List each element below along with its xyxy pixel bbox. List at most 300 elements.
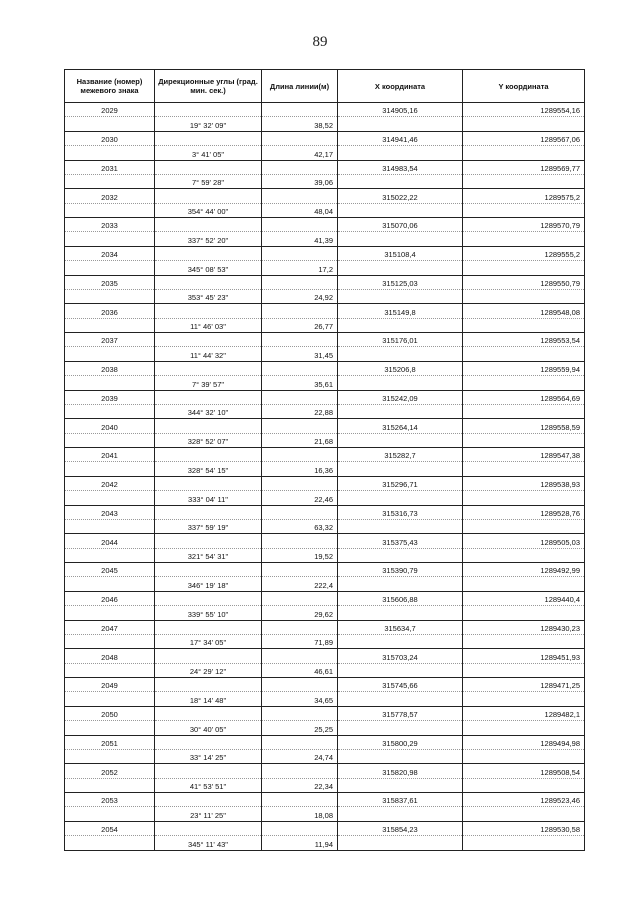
empty-cell	[65, 404, 155, 418]
direction-angle: 346° 19' 18"	[155, 577, 262, 591]
direction-angle: 354° 44' 00"	[155, 203, 262, 217]
empty-cell	[338, 433, 463, 447]
table-row	[65, 347, 585, 361]
x-coordinate: 315264,14	[338, 419, 463, 433]
empty-cell	[65, 548, 155, 562]
table-row	[65, 620, 585, 634]
x-coordinate: 315108,4	[338, 246, 463, 260]
empty-cell	[65, 203, 155, 217]
empty-cell	[262, 534, 338, 548]
empty-cell	[155, 793, 262, 807]
empty-cell	[155, 678, 262, 692]
line-length: 35,61	[262, 376, 338, 390]
point-name: 2036	[65, 304, 155, 318]
x-coordinate: 315296,71	[338, 476, 463, 490]
empty-cell	[463, 433, 585, 447]
empty-cell	[155, 361, 262, 375]
empty-cell	[65, 462, 155, 476]
y-coordinate: 1289451,93	[463, 649, 585, 663]
table-row	[65, 103, 585, 117]
direction-angle: 23° 11' 25"	[155, 807, 262, 821]
table-row	[65, 706, 585, 720]
empty-cell	[65, 117, 155, 131]
point-name: 2034	[65, 246, 155, 260]
empty-cell	[338, 347, 463, 361]
table-row	[65, 735, 585, 749]
direction-angle: 337° 52' 20"	[155, 232, 262, 246]
empty-cell	[338, 778, 463, 792]
point-name: 2029	[65, 103, 155, 117]
line-length: 63,32	[262, 519, 338, 533]
empty-cell	[155, 246, 262, 260]
coordinates-table	[64, 69, 585, 851]
line-length: 21,68	[262, 433, 338, 447]
direction-angle: 19° 32' 09"	[155, 117, 262, 131]
empty-cell	[463, 692, 585, 706]
empty-cell	[262, 333, 338, 347]
empty-cell	[463, 318, 585, 332]
x-coordinate: 315149,8	[338, 304, 463, 318]
point-name: 2032	[65, 189, 155, 203]
line-length: 25,25	[262, 721, 338, 735]
line-length: 222,4	[262, 577, 338, 591]
empty-cell	[463, 174, 585, 188]
empty-cell	[463, 462, 585, 476]
empty-cell	[65, 174, 155, 188]
line-length: 39,06	[262, 174, 338, 188]
point-name: 2050	[65, 706, 155, 720]
line-length: 42,17	[262, 146, 338, 160]
empty-cell	[338, 634, 463, 648]
direction-angle: 344° 32' 10"	[155, 404, 262, 418]
table-row	[65, 404, 585, 418]
line-length: 46,61	[262, 663, 338, 677]
empty-cell	[155, 304, 262, 318]
y-coordinate: 1289553,54	[463, 333, 585, 347]
point-name: 2031	[65, 160, 155, 174]
direction-angle: 24° 29' 12"	[155, 663, 262, 677]
point-name: 2035	[65, 275, 155, 289]
table-row	[65, 448, 585, 462]
empty-cell	[338, 404, 463, 418]
empty-cell	[65, 433, 155, 447]
x-coordinate: 315375,43	[338, 534, 463, 548]
line-length: 18,08	[262, 807, 338, 821]
table-row	[65, 793, 585, 807]
empty-cell	[155, 218, 262, 232]
header-length: Длина линии(м)	[262, 70, 338, 103]
direction-angle: 7° 59' 28"	[155, 174, 262, 188]
y-coordinate: 1289492,99	[463, 563, 585, 577]
table-row	[65, 160, 585, 174]
empty-cell	[262, 390, 338, 404]
table-row	[65, 232, 585, 246]
point-name: 2051	[65, 735, 155, 749]
y-coordinate: 1289494,98	[463, 735, 585, 749]
empty-cell	[65, 146, 155, 160]
point-name: 2046	[65, 591, 155, 605]
empty-cell	[338, 692, 463, 706]
direction-angle: 11° 44' 32"	[155, 347, 262, 361]
empty-cell	[155, 649, 262, 663]
x-coordinate: 315606,88	[338, 591, 463, 605]
empty-cell	[65, 749, 155, 763]
x-coordinate: 315316,73	[338, 505, 463, 519]
point-name: 2047	[65, 620, 155, 634]
y-coordinate: 1289430,23	[463, 620, 585, 634]
table-row	[65, 289, 585, 303]
empty-cell	[155, 448, 262, 462]
empty-cell	[338, 836, 463, 850]
empty-cell	[262, 160, 338, 174]
x-coordinate: 315390,79	[338, 563, 463, 577]
empty-cell	[262, 103, 338, 117]
empty-cell	[262, 275, 338, 289]
empty-cell	[155, 821, 262, 835]
empty-cell	[338, 663, 463, 677]
table-row	[65, 131, 585, 145]
empty-cell	[65, 836, 155, 850]
table-row	[65, 174, 585, 188]
empty-cell	[463, 491, 585, 505]
point-name: 2045	[65, 563, 155, 577]
empty-cell	[463, 289, 585, 303]
x-coordinate: 315242,09	[338, 390, 463, 404]
empty-cell	[338, 261, 463, 275]
x-coordinate: 315206,8	[338, 361, 463, 375]
line-length: 16,36	[262, 462, 338, 476]
empty-cell	[155, 505, 262, 519]
empty-cell	[262, 649, 338, 663]
empty-cell	[338, 577, 463, 591]
empty-cell	[155, 103, 262, 117]
x-coordinate: 315800,29	[338, 735, 463, 749]
y-coordinate: 1289559,94	[463, 361, 585, 375]
direction-angle: 328° 52' 07"	[155, 433, 262, 447]
table-row	[65, 663, 585, 677]
empty-cell	[65, 778, 155, 792]
direction-angle: 328° 54' 15"	[155, 462, 262, 476]
y-coordinate: 1289564,69	[463, 390, 585, 404]
x-coordinate: 315176,01	[338, 333, 463, 347]
x-coordinate: 315820,98	[338, 764, 463, 778]
empty-cell	[463, 749, 585, 763]
direction-angle: 18° 14' 48"	[155, 692, 262, 706]
empty-cell	[262, 735, 338, 749]
empty-cell	[338, 606, 463, 620]
point-name: 2053	[65, 793, 155, 807]
x-coordinate: 315070,06	[338, 218, 463, 232]
y-coordinate: 1289505,03	[463, 534, 585, 548]
table-row	[65, 333, 585, 347]
table-body	[65, 103, 585, 851]
table-row	[65, 649, 585, 663]
y-coordinate: 1289569,77	[463, 160, 585, 174]
line-length: 22,34	[262, 778, 338, 792]
empty-cell	[65, 807, 155, 821]
table-row	[65, 361, 585, 375]
header-y: Y координата	[463, 70, 585, 103]
table-row	[65, 692, 585, 706]
empty-cell	[338, 232, 463, 246]
empty-cell	[338, 462, 463, 476]
table-row	[65, 678, 585, 692]
point-name: 2038	[65, 361, 155, 375]
direction-angle: 321° 54' 31"	[155, 548, 262, 562]
empty-cell	[262, 505, 338, 519]
y-coordinate: 1289558,59	[463, 419, 585, 433]
x-coordinate: 315745,66	[338, 678, 463, 692]
direction-angle: 339° 55' 10"	[155, 606, 262, 620]
line-length: 26,77	[262, 318, 338, 332]
empty-cell	[262, 706, 338, 720]
empty-cell	[65, 261, 155, 275]
empty-cell	[338, 146, 463, 160]
empty-cell	[463, 404, 585, 418]
empty-cell	[338, 117, 463, 131]
empty-cell	[463, 261, 585, 275]
line-length: 31,45	[262, 347, 338, 361]
point-name: 2049	[65, 678, 155, 692]
empty-cell	[338, 749, 463, 763]
point-name: 2040	[65, 419, 155, 433]
line-length: 41,39	[262, 232, 338, 246]
empty-cell	[262, 218, 338, 232]
empty-cell	[463, 548, 585, 562]
y-coordinate: 1289508,54	[463, 764, 585, 778]
empty-cell	[262, 620, 338, 634]
x-coordinate: 315837,61	[338, 793, 463, 807]
table-row	[65, 304, 585, 318]
direction-angle: 353° 45' 23"	[155, 289, 262, 303]
direction-angle: 11° 46' 03"	[155, 318, 262, 332]
direction-angle: 30° 40' 05"	[155, 721, 262, 735]
empty-cell	[262, 793, 338, 807]
x-coordinate: 314983,54	[338, 160, 463, 174]
table-row	[65, 261, 585, 275]
x-coordinate: 315125,03	[338, 275, 463, 289]
y-coordinate: 1289575,2	[463, 189, 585, 203]
empty-cell	[463, 606, 585, 620]
empty-cell	[463, 146, 585, 160]
table-row	[65, 275, 585, 289]
direction-angle: 345° 08' 53"	[155, 261, 262, 275]
empty-cell	[65, 577, 155, 591]
table-row	[65, 807, 585, 821]
y-coordinate: 1289555,2	[463, 246, 585, 260]
line-length: 22,88	[262, 404, 338, 418]
empty-cell	[155, 131, 262, 145]
empty-cell	[155, 735, 262, 749]
empty-cell	[65, 721, 155, 735]
empty-cell	[65, 663, 155, 677]
empty-cell	[338, 491, 463, 505]
table-row	[65, 189, 585, 203]
table-row	[65, 218, 585, 232]
y-coordinate: 1289530,58	[463, 821, 585, 835]
table-row	[65, 821, 585, 835]
empty-cell	[65, 634, 155, 648]
line-length: 24,74	[262, 749, 338, 763]
table-row	[65, 203, 585, 217]
y-coordinate: 1289547,38	[463, 448, 585, 462]
direction-angle: 333° 04' 11"	[155, 491, 262, 505]
empty-cell	[262, 591, 338, 605]
line-length: 71,89	[262, 634, 338, 648]
empty-cell	[338, 519, 463, 533]
table-row	[65, 376, 585, 390]
y-coordinate: 1289554,16	[463, 103, 585, 117]
empty-cell	[262, 304, 338, 318]
empty-cell	[338, 807, 463, 821]
line-length: 24,92	[262, 289, 338, 303]
point-name: 2043	[65, 505, 155, 519]
empty-cell	[463, 634, 585, 648]
empty-cell	[463, 721, 585, 735]
header-name: Название (номер) межевого знака	[65, 70, 155, 103]
empty-cell	[155, 390, 262, 404]
empty-cell	[262, 189, 338, 203]
empty-cell	[262, 563, 338, 577]
page-number: 89	[312, 34, 328, 50]
table-row	[65, 246, 585, 260]
direction-angle: 33° 14' 25"	[155, 749, 262, 763]
table-row	[65, 505, 585, 519]
y-coordinate: 1289528,76	[463, 505, 585, 519]
empty-cell	[463, 836, 585, 850]
table-row	[65, 764, 585, 778]
empty-cell	[262, 448, 338, 462]
point-name: 2052	[65, 764, 155, 778]
empty-cell	[338, 318, 463, 332]
table-row	[65, 462, 585, 476]
line-length: 22,46	[262, 491, 338, 505]
empty-cell	[463, 376, 585, 390]
line-length: 48,04	[262, 203, 338, 217]
point-name: 2041	[65, 448, 155, 462]
empty-cell	[65, 376, 155, 390]
y-coordinate: 1289523,46	[463, 793, 585, 807]
table-row	[65, 318, 585, 332]
empty-cell	[65, 606, 155, 620]
empty-cell	[463, 117, 585, 131]
table-row	[65, 476, 585, 490]
empty-cell	[463, 519, 585, 533]
empty-cell	[338, 376, 463, 390]
table-row	[65, 634, 585, 648]
empty-cell	[155, 333, 262, 347]
empty-cell	[262, 419, 338, 433]
empty-cell	[463, 778, 585, 792]
y-coordinate: 1289550,79	[463, 275, 585, 289]
x-coordinate: 315634,7	[338, 620, 463, 634]
empty-cell	[463, 807, 585, 821]
table-row	[65, 548, 585, 562]
direction-angle: 3° 41' 05"	[155, 146, 262, 160]
line-length: 11,94	[262, 836, 338, 850]
header-angle: Дирекционные углы (град. мин. сек.)	[155, 70, 262, 103]
empty-cell	[65, 491, 155, 505]
direction-angle: 17° 34' 05"	[155, 634, 262, 648]
empty-cell	[463, 203, 585, 217]
empty-cell	[65, 692, 155, 706]
empty-cell	[262, 764, 338, 778]
x-coordinate: 315282,7	[338, 448, 463, 462]
empty-cell	[155, 476, 262, 490]
table-row	[65, 419, 585, 433]
point-name: 2044	[65, 534, 155, 548]
x-coordinate: 315854,23	[338, 821, 463, 835]
x-coordinate: 314941,46	[338, 131, 463, 145]
y-coordinate: 1289570,79	[463, 218, 585, 232]
direction-angle: 337° 59' 19"	[155, 519, 262, 533]
empty-cell	[155, 706, 262, 720]
table-row	[65, 591, 585, 605]
x-coordinate: 315022,22	[338, 189, 463, 203]
empty-cell	[155, 534, 262, 548]
empty-cell	[65, 232, 155, 246]
table-row	[65, 146, 585, 160]
point-name: 2037	[65, 333, 155, 347]
empty-cell	[65, 289, 155, 303]
table-row	[65, 577, 585, 591]
empty-cell	[155, 419, 262, 433]
direction-angle: 7° 39' 57"	[155, 376, 262, 390]
empty-cell	[262, 678, 338, 692]
y-coordinate: 1289538,93	[463, 476, 585, 490]
table-header-row	[65, 70, 585, 103]
empty-cell	[155, 189, 262, 203]
empty-cell	[262, 821, 338, 835]
direction-angle: 41° 53' 51"	[155, 778, 262, 792]
empty-cell	[65, 519, 155, 533]
line-length: 29,62	[262, 606, 338, 620]
table-row	[65, 721, 585, 735]
y-coordinate: 1289471,25	[463, 678, 585, 692]
empty-cell	[463, 232, 585, 246]
point-name: 2048	[65, 649, 155, 663]
y-coordinate: 1289567,06	[463, 131, 585, 145]
empty-cell	[155, 275, 262, 289]
line-length: 17,2	[262, 261, 338, 275]
table-row	[65, 749, 585, 763]
table-row	[65, 836, 585, 850]
empty-cell	[262, 131, 338, 145]
empty-cell	[338, 289, 463, 303]
point-name: 2030	[65, 131, 155, 145]
table-row	[65, 433, 585, 447]
empty-cell	[65, 347, 155, 361]
empty-cell	[155, 591, 262, 605]
x-coordinate: 315778,57	[338, 706, 463, 720]
table-row	[65, 563, 585, 577]
header-x: X координата	[338, 70, 463, 103]
x-coordinate: 315703,24	[338, 649, 463, 663]
empty-cell	[338, 548, 463, 562]
table-row	[65, 519, 585, 533]
empty-cell	[155, 160, 262, 174]
point-name: 2054	[65, 821, 155, 835]
empty-cell	[463, 663, 585, 677]
table-row	[65, 390, 585, 404]
line-length: 19,52	[262, 548, 338, 562]
table-row	[65, 117, 585, 131]
y-coordinate: 1289482,1	[463, 706, 585, 720]
empty-cell	[338, 203, 463, 217]
direction-angle: 345° 11' 43"	[155, 836, 262, 850]
empty-cell	[262, 361, 338, 375]
empty-cell	[155, 620, 262, 634]
